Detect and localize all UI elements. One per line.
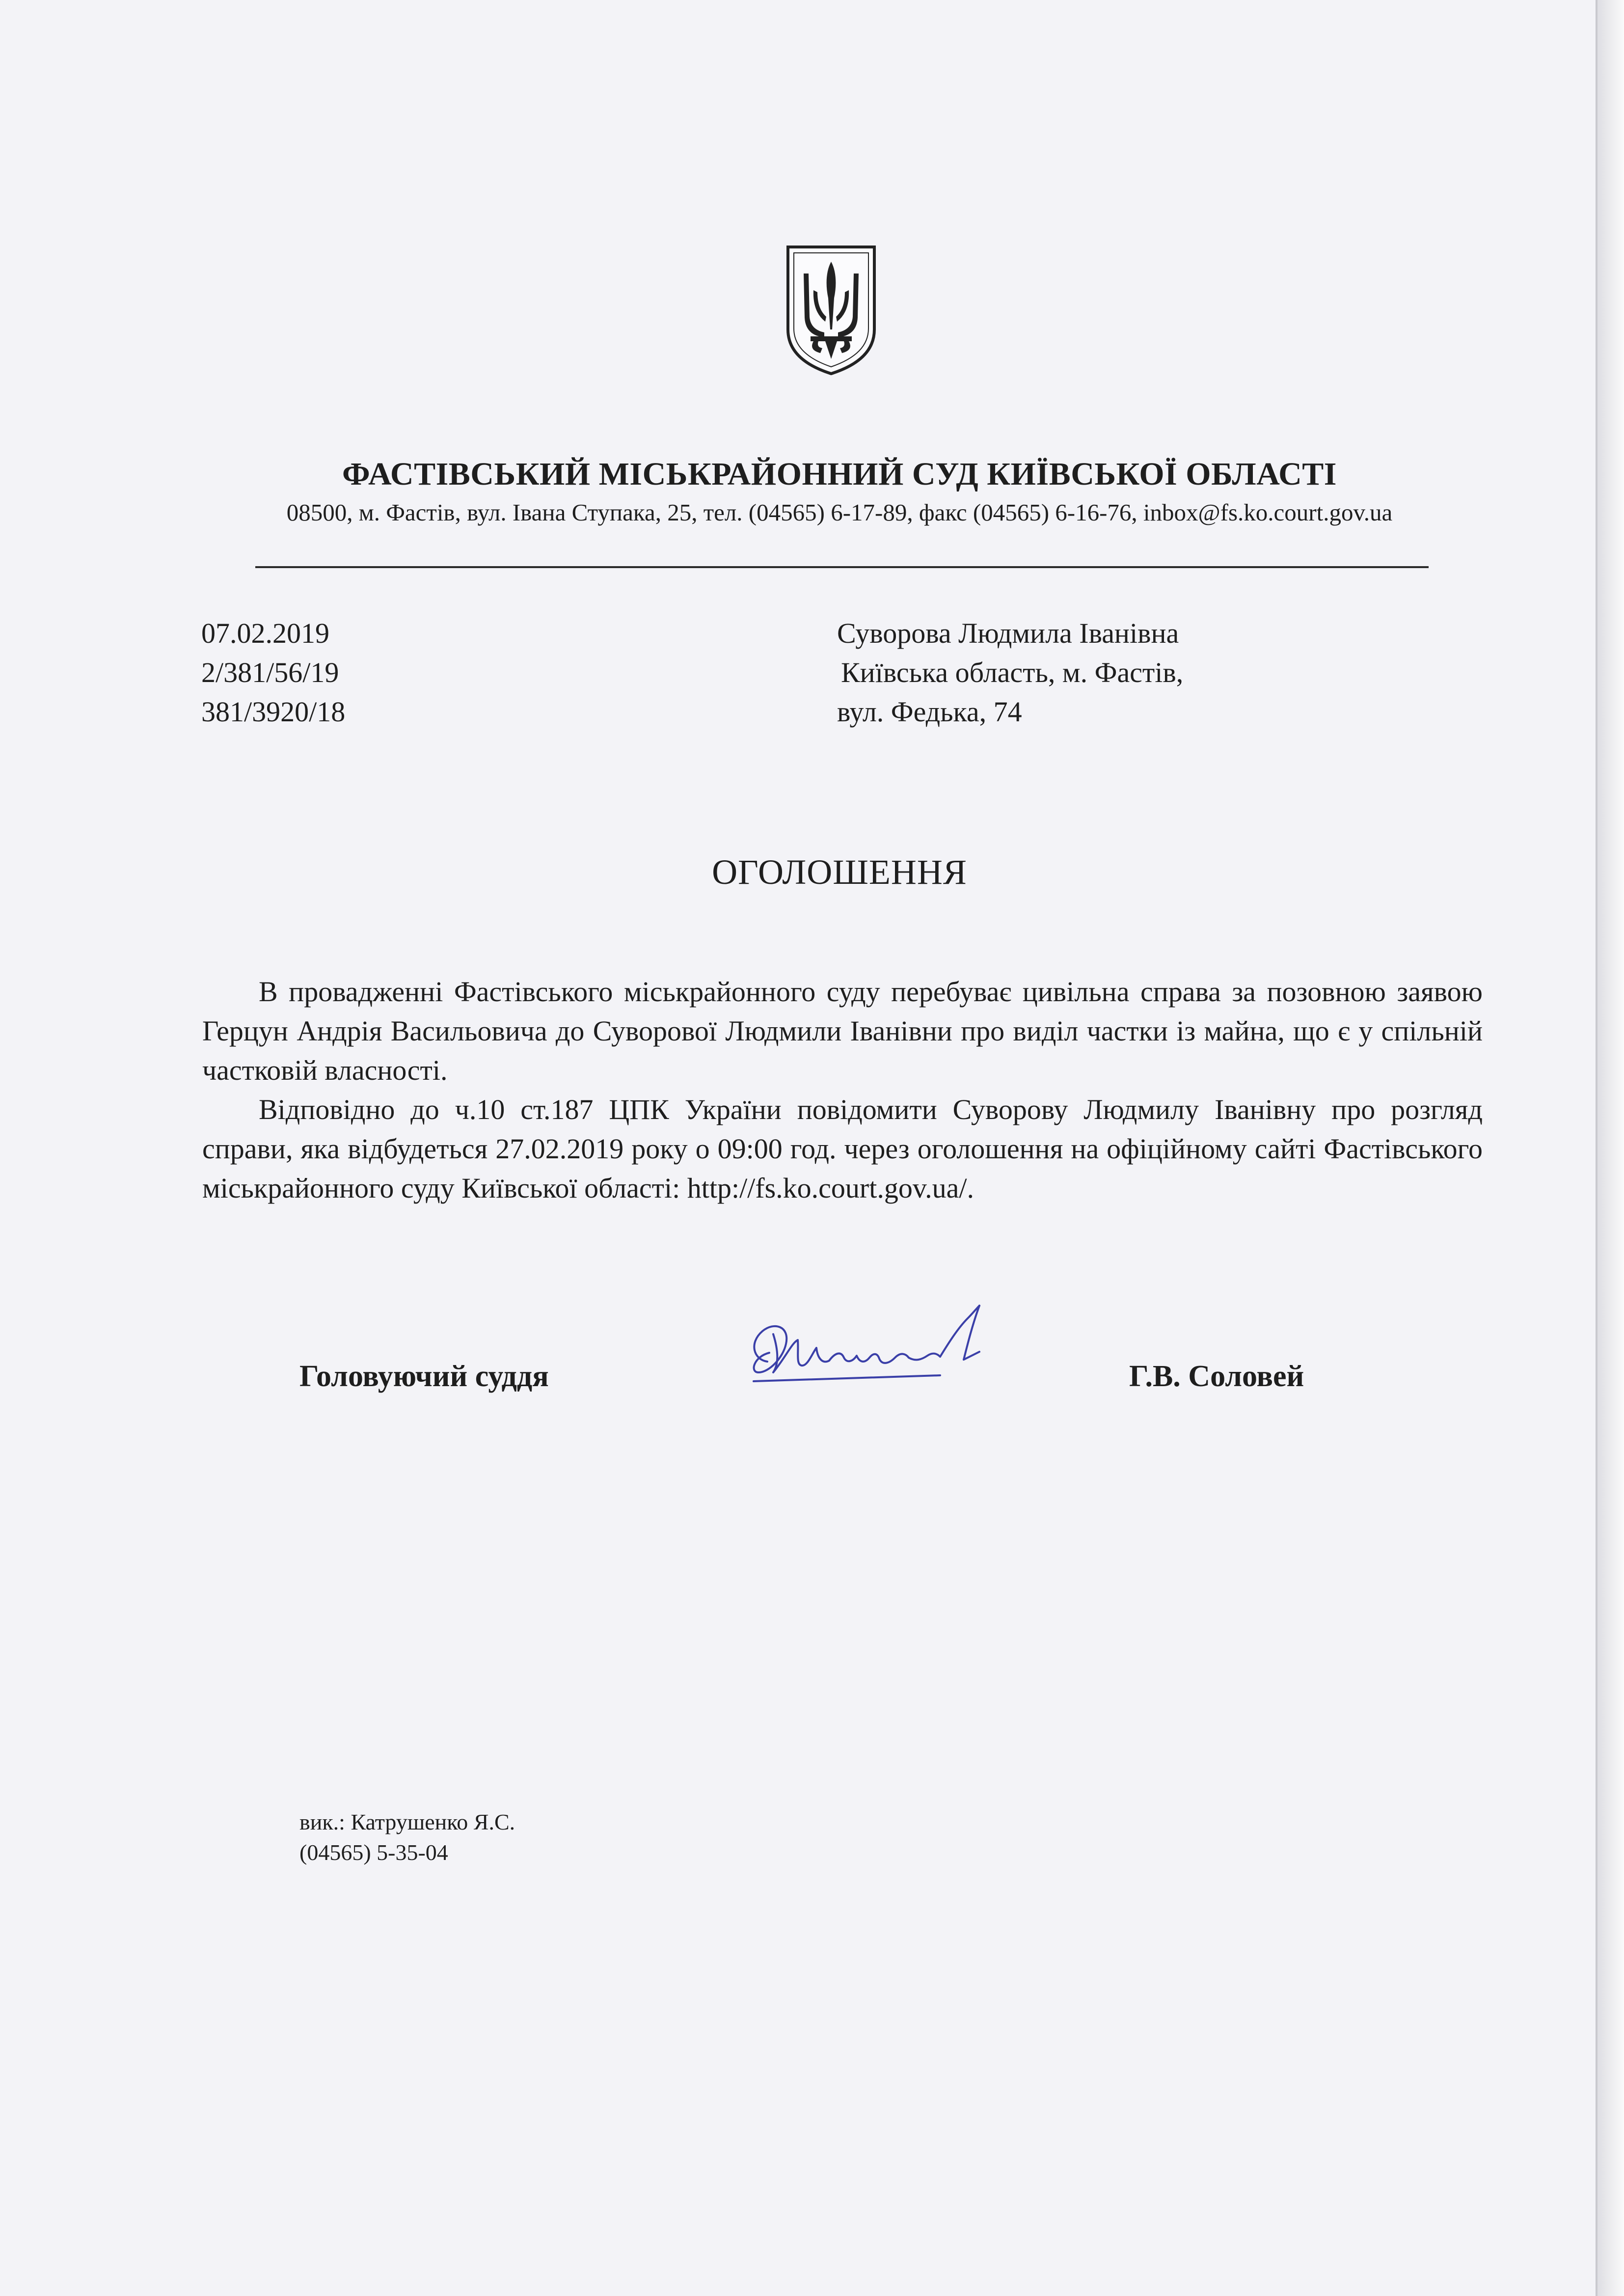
recipient-address-line1: Київська область, м. Фастів, — [841, 656, 1184, 688]
document-title: ОГОЛОШЕННЯ — [712, 852, 967, 892]
executor-phone: (04565) 5-35-04 — [299, 1840, 448, 1865]
recipient-name: Суворова Людмила Іванівна — [837, 617, 1179, 649]
signature-icon — [739, 1299, 1004, 1397]
court-address: 08500, м. Фастів, вул. Івана Ступака, 25, тел. (04565) 6-17-89, факс (04565) 6-16-76, inbox@fs.ko.court.gov.ua — [286, 499, 1393, 526]
executor-block — [299, 1807, 515, 1868]
coat-of-arms-icon — [784, 243, 878, 377]
recipient-address-line2: вул. Федька, 74 — [837, 696, 1022, 728]
signer-name: Г.В. Соловей — [1129, 1360, 1304, 1393]
document-date: 07.02.2019 — [201, 617, 329, 649]
header-divider — [255, 566, 1429, 568]
case-number: 381/3920/18 — [201, 696, 346, 728]
signer-role: Головуючий суддя — [299, 1360, 549, 1393]
page-edge — [1597, 0, 1624, 2296]
body-paragraph: В провадженні Фастівського міськрайонного суду перебуває цивільна справа за позовною заявою Герцун Андрія Васильовича до Суворової Людмили Іванівни про виділ частки із майна, що є у спільній частковій власності. — [202, 976, 1483, 1086]
court-name: ФАСТІВСЬКИЙ МІСЬКРАЙОННИЙ СУД КИЇВСЬКОЇ ОБЛАСТІ — [342, 456, 1337, 492]
body-paragraph: Відповідно до ч.10 ст.187 ЦПК України повідомити Суворову Людмилу Іванівну про розгляд справи, яка відбудеться 27.02.2019 року о 09:00 год. через оголошення на офіційному сайті Фастівського міськрайонного суду Київської області: http://fs.ko.court.gov.ua/. — [202, 1093, 1483, 1204]
recipient-block — [837, 614, 1183, 732]
document-body — [202, 972, 1483, 1208]
reference-block — [201, 614, 345, 732]
executor-name: вик.: Катрушенко Я.С. — [299, 1809, 515, 1834]
outgoing-number: 2/381/56/19 — [201, 656, 339, 688]
